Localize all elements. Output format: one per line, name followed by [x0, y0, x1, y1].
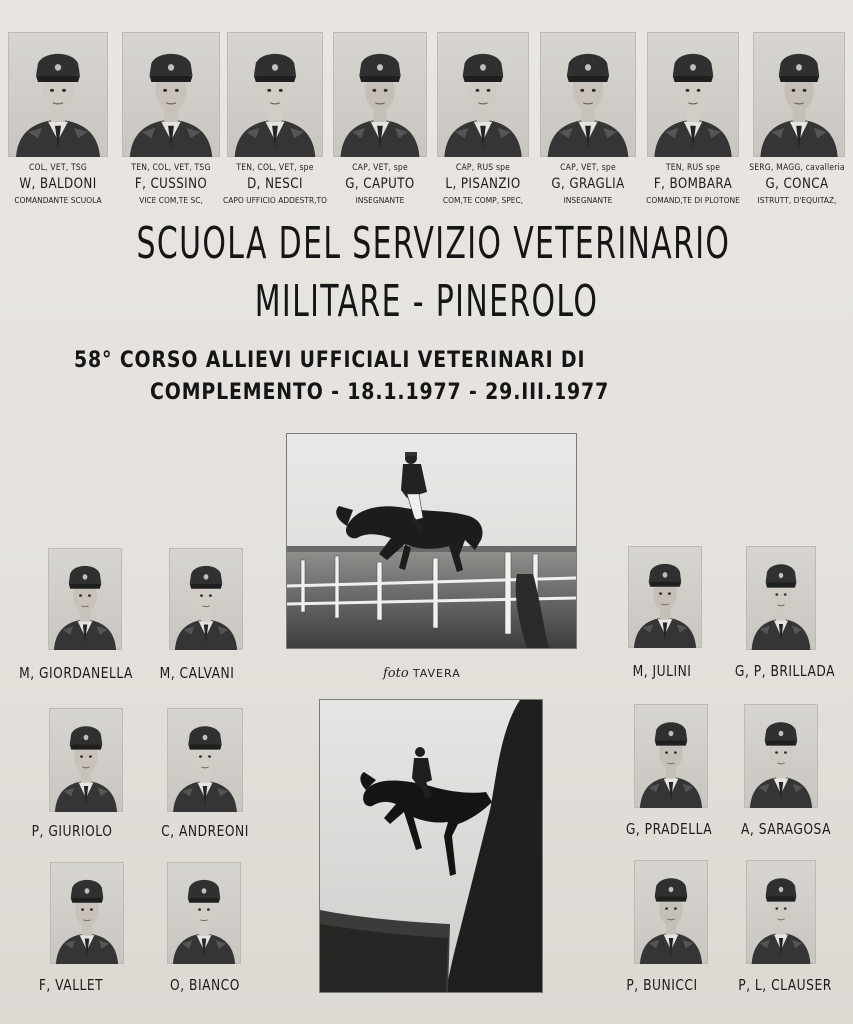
officer-name: G, GRAGLIA [551, 176, 625, 192]
student-portrait [50, 862, 124, 964]
main-title-line1: SCUOLA DEL SERVIZIO VETERINARIO [136, 218, 731, 269]
student-portrait [634, 704, 708, 808]
horse-jump-photo-top [287, 434, 576, 648]
student-name: G, PRADELLA [625, 820, 713, 838]
officer-name: W, BALDONI [19, 176, 97, 192]
officer-portrait [8, 32, 108, 157]
student-portrait [744, 704, 818, 808]
officer-rank: SERG, MAGG, cavalleria [749, 163, 845, 173]
officer-rank: COL, VET, TSG [28, 163, 88, 173]
officer-portrait [437, 32, 529, 157]
student-name: P, L, CLAUSER [738, 976, 832, 994]
student-name: M, CALVANI [159, 664, 235, 682]
main-title-line2: MILITARE - PINEROLO [254, 276, 599, 327]
officer-name: F, BOMBARA [653, 176, 733, 192]
officer-portrait [122, 32, 220, 157]
credit-name: TAVERA [412, 667, 461, 680]
officer-portrait [647, 32, 739, 157]
subtitle-line2: COMPLEMENTO - 18.1.1977 - 29.III.1977 [150, 380, 610, 405]
officer-portrait [227, 32, 323, 157]
officer-rank: CAP, VET, spe [352, 163, 408, 173]
student-name: P, BUNICCI [626, 976, 698, 994]
student-name: A, SARAGOSA [740, 820, 831, 838]
officer-role: INSEGNANTE [355, 196, 405, 205]
student-name: F, VALLET [38, 976, 104, 994]
student-portrait [746, 860, 816, 964]
subtitle-line1: 58° CORSO ALLIEVI UFFICIALI VETERINARI DI [74, 348, 586, 373]
officer-role: INSEGNANTE [563, 196, 613, 205]
officer-role: COMANDANTE SCUOLA [14, 196, 102, 205]
student-portrait [49, 708, 123, 812]
student-portrait [628, 546, 702, 648]
officer-role: CAPO UFFICIO ADDESTR,TO [222, 196, 328, 205]
officer-rank: TEN, COL, VET, TSG [131, 163, 211, 173]
horse-jump-photo-bottom [320, 700, 542, 992]
horse-jump-image [287, 434, 576, 648]
student-portrait [169, 548, 243, 650]
officer-portrait [753, 32, 845, 157]
officer-name: L, PISANZIO [445, 176, 521, 192]
officer-name: F, CUSSINO [134, 176, 208, 192]
officer-name: G, CAPUTO [345, 176, 415, 192]
student-portrait [167, 708, 243, 812]
student-name: O, BIANCO [170, 976, 240, 994]
student-portrait [167, 862, 241, 964]
officer-rank: CAP, VET, spe [560, 163, 616, 173]
officer-name: D, NESCI [247, 176, 303, 192]
credit-prefix: foto [383, 666, 409, 681]
officer-role: COM,TE COMP, SPEC, [442, 196, 524, 205]
officer-role: COMAND,TE DI PLOTONE [646, 196, 740, 205]
officer-rank: TEN, RUS spe [665, 163, 721, 173]
officer-rank: TEN, COL, VET, spe [236, 163, 314, 173]
officer-portrait [540, 32, 636, 157]
officer-role: ISTRUTT, D'EQUITAZ, [757, 196, 837, 205]
student-name: M, JULINI [632, 662, 692, 680]
officer-rank: CAP, RUS spe [455, 163, 511, 173]
photo-credit [383, 666, 461, 681]
officer-role: VICE COM,TE SC, [139, 196, 203, 205]
student-name: C, ANDREONI [161, 822, 249, 840]
officer-portrait [333, 32, 427, 157]
student-name: M, GIORDANELLA [19, 664, 133, 682]
horse-descent-image [320, 700, 542, 992]
student-portrait [746, 546, 816, 650]
student-name: G, P, BRILLADA [734, 662, 836, 680]
student-name: P, GIURIOLO [31, 822, 113, 840]
student-portrait [634, 860, 708, 964]
officer-name: G, CONCA [765, 176, 829, 192]
student-portrait [48, 548, 122, 650]
